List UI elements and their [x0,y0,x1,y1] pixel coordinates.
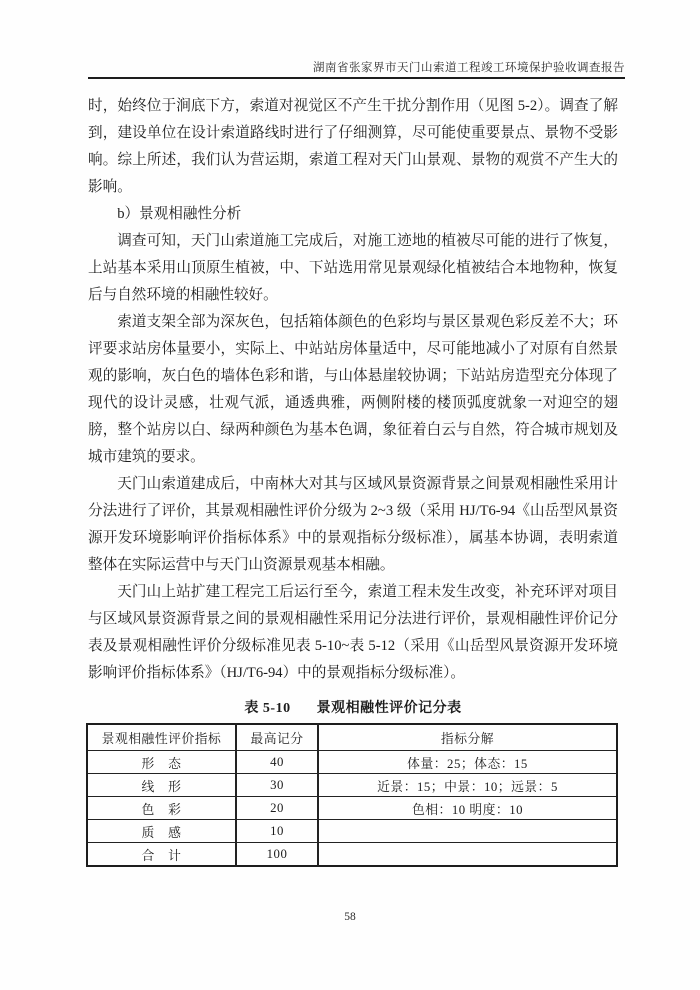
paragraph-1: 时，始终位于涧底下方，索道对视觉区不产生干扰分割作用（见图 5-2）。调查了解到，建设单位在设计索道路线时进行了仔细测算，尽可能使重要景点、景物不受影响。综上所述，我们认为营运期，索道工程对天门山景观、景物的观赏不产生大的影响。 [88,98,618,195]
table-caption-title: 景观相融性评价记分表 [316,701,462,716]
table-caption [88,697,618,717]
cell-indicator: 合 计 [87,843,236,867]
paragraph-3: 索道支架全部为深灰色，包括箱体颜色的色彩均与景区景观色彩反差不大；环评要求站房体量要小，实际上、中站站房体量适中，尽可能地减小了对原有自然景观的影响，灰白色的墙体色彩和谐，与山体悬崖较协调；下站站房造型充分体现了现代的设计灵感，壮观气派，通透典雅，两侧附楼的楼顶弧度就象一对迎空的翅膀，整个站房以白、绿两种颜色为基本色调，象征着白云与自然，符合城市规划及城市建筑的要求。 [88,314,618,465]
paragraph-4: 天门山索道建成后，中南林大对其与区域风景资源背景之间景观相融性采用计分法进行了评价，其景观相融性评价分级为 2~3 级（采用 HJ/T6-94《山岳型风景资源开发环境影响评价指标体系》中的景观指标分级标准），属基本协调，表明索道整体在实际运营中与天门山资源景观基本相融。 [88,476,618,573]
cell-score: 10 [236,820,318,843]
cell-indicator: 形 态 [87,751,236,774]
cell-indicator: 线 形 [87,774,236,797]
paragraph-2: 调查可知，天门山索道施工完成后，对施工迹地的植被尽可能的进行了恢复，上站基本采用山顶原生植被，中、下站选用常见景观绿化植被结合本地物种，恢复后与自然环境的相融性较好。 [88,233,618,303]
table-row [87,820,617,843]
header-rule [88,77,625,79]
document-body [88,93,618,687]
paragraph-5: 天门山上站扩建工程完工后运行至今，索道工程未发生改变，补充环评对项目与区域风景资源背景之间的景观相融性采用记分法进行评价，景观相融性评价记分表及景观相融性评价分级标准见表 5-10~表 5-12（采用《山岳型风景资源开发环境影响评价指标体系》（HJ/T6-94）中的景观指标分级标准）。 [88,584,618,681]
table-row [87,774,617,797]
cell-score: 100 [236,843,318,867]
table-caption-label: 表 5-10 [244,701,291,716]
cell-score: 40 [236,751,318,774]
table-row [87,751,617,774]
table-row [87,843,617,867]
section-heading-b: b）景观相融性分析 [117,206,242,222]
page-number: 58 [344,911,356,923]
table-row [87,797,617,820]
score-table [86,723,618,867]
cell-breakdown: 近景：15；中景：10；远景：5 [318,774,617,797]
running-header: 湖南省张家界市天门山索道工程竣工环境保护验收调查报告 [313,62,625,74]
col-header-max-score: 最高记分 [236,724,318,751]
cell-breakdown: 色相：10 明度：10 [318,797,617,820]
table-header-row [87,724,617,751]
cell-indicator: 质 感 [87,820,236,843]
cell-breakdown: 体量：25；体态：15 [318,751,617,774]
cell-breakdown [318,820,617,843]
col-header-breakdown: 指标分解 [318,724,617,751]
cell-indicator: 色 彩 [87,797,236,820]
col-header-indicator: 景观相融性评价指标 [87,724,236,751]
cell-breakdown [318,843,617,867]
cell-score: 30 [236,774,318,797]
cell-score: 20 [236,797,318,820]
